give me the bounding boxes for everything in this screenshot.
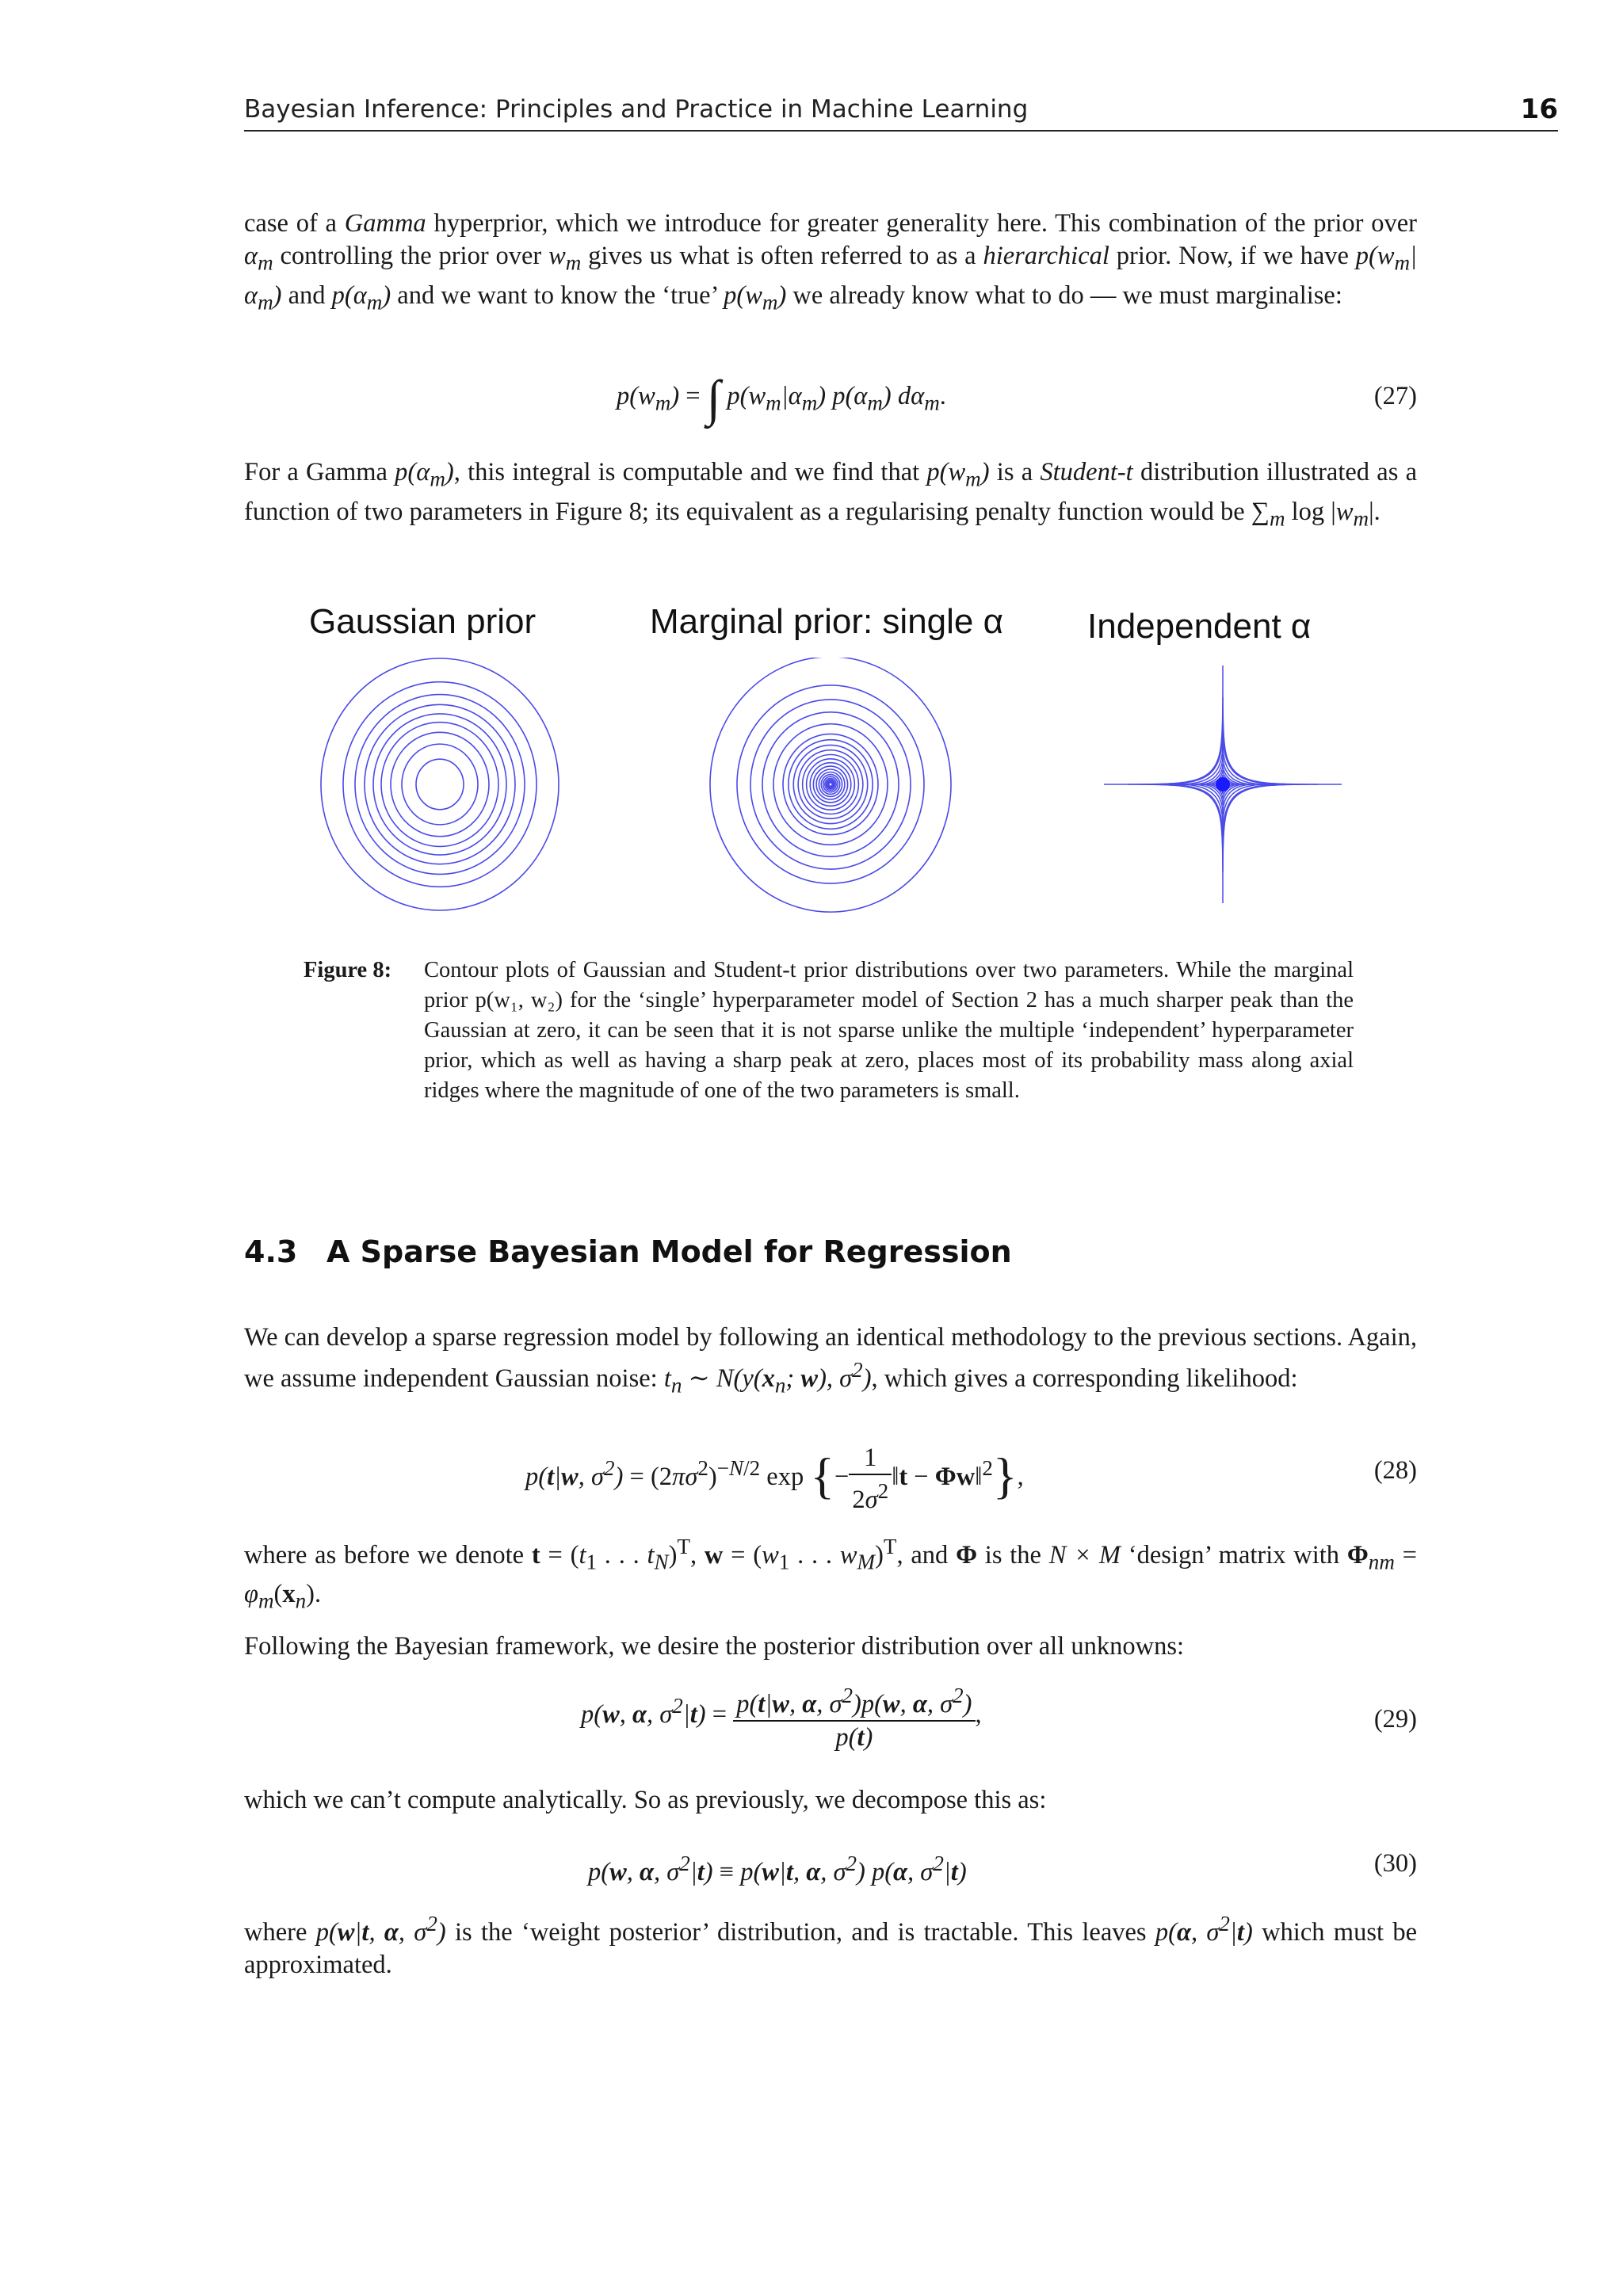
contour-ring (710, 658, 951, 912)
paragraph-posterior: Following the Bayesian framework, we desire the posterior distribution over all unknowns: (244, 1632, 1185, 1661)
contour-ring (803, 755, 859, 814)
equation-29: p(w, α, $\sigma^2|t$) = $\frac{p(t|w, \alpha, \sigma^2)p(w, \alpha, \sigma^2)}{p(t)}$ , (29) (244, 1680, 1417, 1767)
contour-ring (365, 704, 515, 864)
paragraph-student-t: For a Gamma $p(\alpha_m)$, this integral is computable and we find that $p(w_m)$ is a Student-t distribution illustrated as a function of two parameters in Figure 8; its equivalent as a regularising penalty function would be $\sum_m$ $\log |w_m|$. (244, 458, 1418, 530)
equation-number: (28) (1373, 1456, 1417, 1485)
contour-ring (789, 740, 873, 830)
gaussian-prior-contours (321, 658, 559, 910)
page-number: 16 (1520, 93, 1558, 125)
contour-ring (793, 745, 868, 823)
equation-number: (27) (1373, 382, 1417, 410)
single-alpha-contours (710, 658, 951, 912)
contour-ring (821, 775, 839, 795)
contour-ring (381, 723, 498, 847)
section-number: 4.3 (244, 1234, 298, 1269)
figure-title-gaussian: Gaussian prior (309, 602, 537, 641)
contour-ring (321, 658, 559, 910)
contour-ring (373, 714, 506, 855)
contour-ring (416, 759, 464, 810)
figure-8-contours (301, 658, 1371, 935)
contour-ring (773, 724, 888, 845)
equation-number: (29) (1373, 1705, 1417, 1733)
equation-number: (30) (1373, 1849, 1417, 1878)
contour-peak (1216, 777, 1230, 791)
paragraph-design-matrix: where as before we denote $t = (t_1$ . . . $t_N)^T$, $w = (w_1$ . . . $w_M)^T$, and Φ is the N × M ‘design’ matrix with $\Phi_{nm} = \varphi_m(x_n)$. (244, 1535, 1418, 1613)
equation-28: p(t|w, $\sigma^2) = (2\pi\sigma^2)^{-N/2}$ exp {− $\frac{1}{2\sigma^2}$ ‖t − Φw‖$^2$}, (28) (525, 1444, 1417, 1514)
equation-30: p(w, α, $\sigma^2|t) \equiv p(w|t$, α, $\sigma^2$) p(α, $\sigma^2|t$) (30) (588, 1849, 1417, 1886)
contour-ring (819, 772, 842, 796)
contour-ring (783, 734, 878, 834)
contour-ring (343, 682, 537, 887)
contour-ring (737, 685, 924, 883)
caption-text: Contour plots of Gaussian and Student-t prior distributions over two parameters. While the marginal prior p(w₁, w₂) for the ‘single’ hyperparameter model of Section 2 has a much sharper peak than the Gaussian at zero, it can be seen that it is not sparse unlike the multiple ‘independent’ hyperparameter prior, which as well as having a sharp peak at zero, places most of its probability mass along axial ridges where the magnitude of one of the two parameters is small. (424, 958, 1354, 1103)
running-title: Bayesian Inference: Principles and Practice in Machine Learning (244, 95, 1029, 124)
section-heading (244, 1234, 1012, 1269)
contour-ring (402, 744, 478, 825)
contour-ring (355, 695, 525, 875)
contour-ring (750, 700, 911, 869)
paragraph-decompose: which we can’t compute analytically. So as previously, we decompose this as: (244, 1786, 1047, 1814)
independent-alpha-contours (1104, 666, 1342, 903)
paragraph-regression-model: We can develop a sparse regression model by following an identical methodology to the previous sections. Again, we assume independent Gaussian noise: $t_n$ ∼ $N(y(x_n$; w), $\sigma^2$), which gives a corresponding likelihood: (244, 1323, 1417, 1398)
caption-label: Figure 8: (304, 958, 392, 982)
section-title: A Sparse Bayesian Model for Regression (327, 1234, 1012, 1269)
figure-title-single-alpha: Marginal prior: single α (650, 602, 1004, 641)
contour-ring (829, 782, 833, 786)
contour-ring (391, 732, 489, 836)
figure-title-independent-alpha: Independent α (1087, 607, 1312, 646)
paragraph-weight-posterior: where p(w|t, α, $\sigma^2$) is the ‘weight posterior’ distribution, and is tractable. This leaves p(α, $\sigma^2|t$) which must be approximated. (244, 1912, 1417, 1979)
running-header (244, 93, 1558, 132)
equation-27: $p(w_m)$ = ∫ $p(w_m|\alpha_m)$ $p(\alpha_m)$ $d\alpha_m$. (27) (617, 370, 1417, 426)
contour-ring (798, 750, 863, 819)
paragraph-hyperprior: case of a Gamma hyperprior, which we introduce for greater generality here. This combination of the prior over $\alpha_m$ controlling the prior over $w_m$ gives us what is often referred to as a hierarchical prior. Now, if we have $p(w_m|\alpha_m)$ and $p(\alpha_m)$ and we want to know the ‘true’ $p(w_m)$ we already know what to do — we must marginalise: (244, 209, 1418, 314)
